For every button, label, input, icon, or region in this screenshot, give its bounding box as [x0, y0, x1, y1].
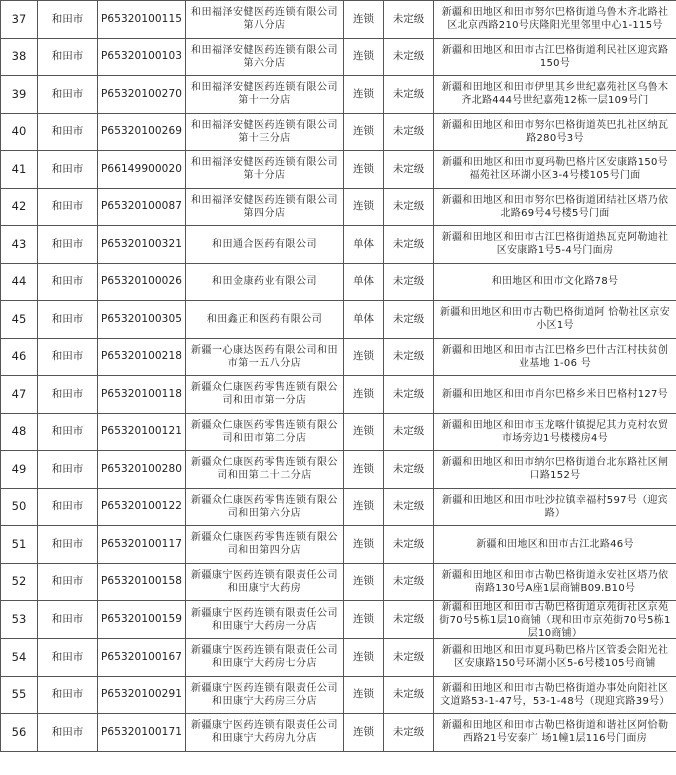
table-row — [1, 113, 676, 151]
company-name-cell: 和田福泽安健医药连锁有限公司第十分店 — [186, 151, 344, 189]
city-cell: 和田市 — [38, 676, 98, 714]
company-name-cell: 新疆众仁康医药零售连锁有限公司和田市第一分店 — [186, 376, 344, 414]
row-number: 56 — [1, 714, 38, 752]
table-row — [1, 488, 676, 526]
code-cell: P65320100270 — [98, 76, 186, 114]
address-cell: 新疆和田地区和田市夏玛勒巴格片区管委会阳光社区安康路150号环湖小区5-6号楼105号商铺 — [434, 639, 676, 677]
company-name-cell: 新疆康宁医药连锁有限责任公司和田康宁大药房 — [186, 563, 344, 601]
address-cell: 新疆和田地区和田市古勒巴格街道办事处向阳社区文道路53-1-47号，53-1-48号（现迎宾路39号） — [434, 676, 676, 714]
code-cell: P65320100115 — [98, 1, 186, 39]
city-cell: 和田市 — [38, 488, 98, 526]
company-name-cell: 新疆一心康达医药有限公司和田市第一五八分店 — [186, 338, 344, 376]
table-row — [1, 301, 676, 339]
store-type-cell: 连锁 — [344, 188, 384, 226]
store-type-cell: 连锁 — [344, 338, 384, 376]
table-row — [1, 526, 676, 564]
level-cell: 未定级 — [384, 151, 434, 189]
store-type-cell: 连锁 — [344, 376, 384, 414]
code-cell: P65320100171 — [98, 714, 186, 752]
city-cell: 和田市 — [38, 113, 98, 151]
table-row — [1, 376, 676, 414]
city-cell: 和田市 — [38, 188, 98, 226]
company-name-cell: 新疆康宁医药连锁有限责任公司和田康宁大药房九分店 — [186, 714, 344, 752]
company-name-cell: 新疆康宁医药连锁有限责任公司和田康宁大药房七分店 — [186, 639, 344, 677]
city-cell: 和田市 — [38, 38, 98, 76]
table-row — [1, 338, 676, 376]
row-number: 38 — [1, 38, 38, 76]
row-number: 49 — [1, 451, 38, 489]
row-number: 52 — [1, 563, 38, 601]
code-cell: P65320100321 — [98, 226, 186, 264]
company-name-cell: 和田福泽安健医药连锁有限公司第十一分店 — [186, 76, 344, 114]
store-type-cell: 单体 — [344, 226, 384, 264]
company-name-cell: 和田福泽安健医药连锁有限公司第八分店 — [186, 1, 344, 39]
level-cell: 未定级 — [384, 1, 434, 39]
company-name-cell: 和田鑫正和医药有限公司 — [186, 301, 344, 339]
address-cell: 新疆和田地区和田市努尔巴格街道英巴扎社区纳瓦路280号3号 — [434, 113, 676, 151]
city-cell: 和田市 — [38, 263, 98, 301]
table-row — [1, 714, 676, 752]
row-number: 43 — [1, 226, 38, 264]
row-number: 53 — [1, 601, 38, 639]
city-cell: 和田市 — [38, 1, 98, 39]
city-cell: 和田市 — [38, 338, 98, 376]
row-number: 55 — [1, 676, 38, 714]
address-cell: 新疆和田地区和田市古江巴格乡巴什古江村扶贫创业基地 1-06 号 — [434, 338, 676, 376]
code-cell: P65320100291 — [98, 676, 186, 714]
row-number: 39 — [1, 76, 38, 114]
code-cell: P65320100117 — [98, 526, 186, 564]
level-cell: 未定级 — [384, 413, 434, 451]
table-row — [1, 639, 676, 677]
address-cell: 和田地区和田市文化路78号 — [434, 263, 676, 301]
company-name-cell: 新疆众仁康医药零售连锁有限公司和田第四分店 — [186, 526, 344, 564]
table-row — [1, 601, 676, 639]
address-cell: 新疆和田地区和田市古勒巴格街道永安社区塔乃依南路130号A座1层商铺B09.B10号 — [434, 563, 676, 601]
company-name-cell: 和田福泽安健医药连锁有限公司第十三分店 — [186, 113, 344, 151]
level-cell: 未定级 — [384, 301, 434, 339]
store-type-cell: 连锁 — [344, 676, 384, 714]
table-row — [1, 676, 676, 714]
address-cell: 新疆和田地区和田市伊里其乡世纪嘉苑社区乌鲁木齐北路444号世纪嘉苑12栋一层109号门 — [434, 76, 676, 114]
level-cell: 未定级 — [384, 714, 434, 752]
level-cell: 未定级 — [384, 263, 434, 301]
row-number: 54 — [1, 639, 38, 677]
company-name-cell: 新疆康宁医药连锁有限责任公司和田康宁大药房一分店 — [186, 601, 344, 639]
store-type-cell: 连锁 — [344, 563, 384, 601]
company-name-cell: 和田福泽安健医药连锁有限公司第四分店 — [186, 188, 344, 226]
level-cell: 未定级 — [384, 526, 434, 564]
level-cell: 未定级 — [384, 676, 434, 714]
level-cell: 未定级 — [384, 38, 434, 76]
row-number: 45 — [1, 301, 38, 339]
code-cell: P65320100103 — [98, 38, 186, 76]
city-cell: 和田市 — [38, 301, 98, 339]
level-cell: 未定级 — [384, 451, 434, 489]
city-cell: 和田市 — [38, 226, 98, 264]
company-name-cell: 新疆众仁康医药零售连锁有限公司和田第二十二分店 — [186, 451, 344, 489]
level-cell: 未定级 — [384, 188, 434, 226]
address-cell: 新疆和田地区和田市古勒巴格街道阿 恰勒社区京安小区1号 — [434, 301, 676, 339]
company-name-cell: 和田金康药业有限公司 — [186, 263, 344, 301]
row-number: 44 — [1, 263, 38, 301]
store-type-cell: 连锁 — [344, 488, 384, 526]
row-number: 50 — [1, 488, 38, 526]
company-name-cell: 新疆众仁康医药零售连锁有限公司和田第六分店 — [186, 488, 344, 526]
store-type-cell: 连锁 — [344, 526, 384, 564]
address-cell: 新疆和田地区和田市古江北路46号 — [434, 526, 676, 564]
code-cell: P65320100218 — [98, 338, 186, 376]
table-row — [1, 76, 676, 114]
city-cell: 和田市 — [38, 526, 98, 564]
code-cell: P65320100158 — [98, 563, 186, 601]
address-cell: 新疆和田地区和田市玉龙喀什镇提尼其力克村农贸市场旁边1号楼楼房4号 — [434, 413, 676, 451]
company-name-cell: 新疆众仁康医药零售连锁有限公司和田市第二分店 — [186, 413, 344, 451]
level-cell: 未定级 — [384, 639, 434, 677]
address-cell: 新疆和田地区和田市努尔巴格街道乌鲁木齐北路社区北京西路210号庆隆阳光里邻里中心1-115号 — [434, 1, 676, 39]
city-cell: 和田市 — [38, 76, 98, 114]
store-type-cell: 单体 — [344, 263, 384, 301]
code-cell: P66149900020 — [98, 151, 186, 189]
table-row — [1, 263, 676, 301]
address-cell: 新疆和田地区和田市努尔巴格街道团结社区塔乃依北路69号4号楼5号门面 — [434, 188, 676, 226]
city-cell: 和田市 — [38, 451, 98, 489]
row-number: 47 — [1, 376, 38, 414]
address-cell: 新疆和田地区和田市吐沙拉镇幸福村597号（迎宾路） — [434, 488, 676, 526]
level-cell: 未定级 — [384, 113, 434, 151]
store-type-cell: 连锁 — [344, 38, 384, 76]
row-number: 41 — [1, 151, 38, 189]
store-type-cell: 连锁 — [344, 714, 384, 752]
code-cell: P65320100167 — [98, 639, 186, 677]
store-type-cell: 连锁 — [344, 601, 384, 639]
company-name-cell: 和田通合医药有限公司 — [186, 226, 344, 264]
city-cell: 和田市 — [38, 563, 98, 601]
address-cell: 新疆和田地区和田市古勒巴格街道和谐社区阿恰勒西路21号安泰广 场1幢1层116号门面房 — [434, 714, 676, 752]
code-cell: P65320100269 — [98, 113, 186, 151]
level-cell: 未定级 — [384, 226, 434, 264]
code-cell: P65320100118 — [98, 376, 186, 414]
level-cell: 未定级 — [384, 376, 434, 414]
table-row — [1, 451, 676, 489]
row-number: 48 — [1, 413, 38, 451]
table-row — [1, 226, 676, 264]
address-cell: 新疆和田地区和田市古江巴格街道利民社区迎宾路150号 — [434, 38, 676, 76]
row-number: 51 — [1, 526, 38, 564]
row-number: 40 — [1, 113, 38, 151]
city-cell: 和田市 — [38, 639, 98, 677]
city-cell: 和田市 — [38, 151, 98, 189]
address-cell: 新疆和田地区和田市纳尔巴格街道台北东路社区闸口路152号 — [434, 451, 676, 489]
city-cell: 和田市 — [38, 714, 98, 752]
table-body — [1, 1, 676, 752]
table-row — [1, 563, 676, 601]
level-cell: 未定级 — [384, 488, 434, 526]
table-row — [1, 151, 676, 189]
company-name-cell: 和田福泽安健医药连锁有限公司第六分店 — [186, 38, 344, 76]
code-cell: P65320100305 — [98, 301, 186, 339]
address-cell: 新疆和田地区和田市古江巴格街道热瓦克阿勒迪社区安康路1号5-4号门面房 — [434, 226, 676, 264]
code-cell: P65320100159 — [98, 601, 186, 639]
store-type-cell: 连锁 — [344, 413, 384, 451]
row-number: 46 — [1, 338, 38, 376]
store-type-cell: 连锁 — [344, 451, 384, 489]
city-cell: 和田市 — [38, 376, 98, 414]
code-cell: P65320100026 — [98, 263, 186, 301]
level-cell: 未定级 — [384, 76, 434, 114]
level-cell: 未定级 — [384, 563, 434, 601]
address-cell: 新疆和田地区和田市肖尔巴格乡米日巴格村127号 — [434, 376, 676, 414]
row-number: 42 — [1, 188, 38, 226]
store-type-cell: 连锁 — [344, 639, 384, 677]
code-cell: P65320100280 — [98, 451, 186, 489]
table-row — [1, 1, 676, 39]
level-cell: 未定级 — [384, 601, 434, 639]
code-cell: P65320100087 — [98, 188, 186, 226]
store-type-cell: 连锁 — [344, 1, 384, 39]
company-name-cell: 新疆康宁医药连锁有限责任公司和田康宁大药房三分店 — [186, 676, 344, 714]
store-type-cell: 连锁 — [344, 151, 384, 189]
code-cell: P65320100121 — [98, 413, 186, 451]
level-cell: 未定级 — [384, 338, 434, 376]
table-row — [1, 413, 676, 451]
row-number: 37 — [1, 1, 38, 39]
address-cell: 新疆和田地区和田市夏玛勒巴格片区安康路150号福苑社区环湖小区3-4号楼105号门面 — [434, 151, 676, 189]
store-type-cell: 单体 — [344, 301, 384, 339]
store-type-cell: 连锁 — [344, 113, 384, 151]
city-cell: 和田市 — [38, 601, 98, 639]
address-cell: 新疆和田地区和田市古勒巴格街道京苑街社区京苑街70号5栋1层10商铺（现和田市京苑街70号5栋1层10商铺） — [434, 601, 676, 639]
city-cell: 和田市 — [38, 413, 98, 451]
code-cell: P65320100122 — [98, 488, 186, 526]
store-type-cell: 连锁 — [344, 76, 384, 114]
table-row — [1, 188, 676, 226]
table-row — [1, 38, 676, 76]
